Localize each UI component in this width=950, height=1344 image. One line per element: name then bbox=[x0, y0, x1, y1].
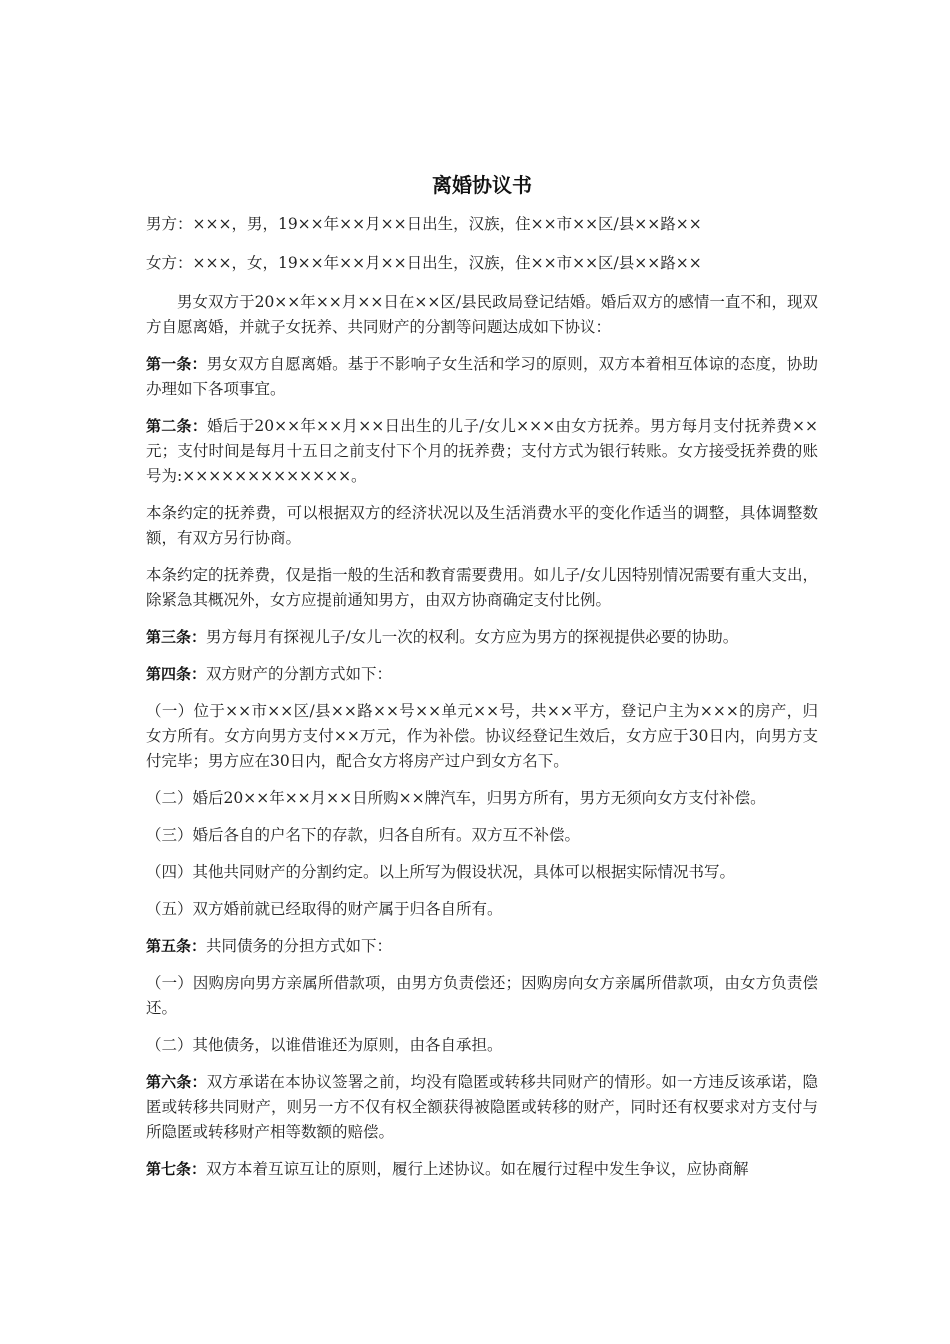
article-5-item-2: （二）其他债务，以谁借谁还为原则，由各自承担。 bbox=[146, 1036, 503, 1054]
intro-paragraph: 男女双方于20××年××月××日在××区/县民政局登记结婚。婚后双方的感情一直不和，现双方自愿离婚，并就子女抚养、共同财产的分割等问题达成如下协议： bbox=[146, 293, 818, 336]
party-male-line: 男方：×××，男，19××年××月××日出生，汉族，住××市××区/县××路×× bbox=[146, 215, 702, 233]
article-5-label: 第五条： bbox=[146, 937, 207, 955]
article-2-note-1: 本条约定的抚养费，可以根据双方的经济状况以及生活消费水平的变化作适当的调整，具体调整数额，有双方另行协商。 bbox=[146, 504, 818, 547]
party-female-line: 女方：×××，女，19××年××月××日出生，汉族，住××市××区/县××路×× bbox=[146, 254, 702, 272]
article-5 bbox=[146, 934, 818, 959]
article-7-label: 第七条： bbox=[146, 1160, 207, 1178]
article-3-text: 男方每月有探视儿子/女儿一次的权利。女方应为男方的探视提供必要的协助。 bbox=[206, 628, 739, 646]
article-7-text: 双方本着互谅互让的原则，履行上述协议。如在履行过程中发生争议，应协商解 bbox=[206, 1160, 749, 1178]
article-1 bbox=[146, 352, 818, 402]
document-page bbox=[146, 170, 818, 1194]
article-3-label: 第三条： bbox=[146, 628, 207, 646]
article-4-item-4: （四）其他共同财产的分割约定。以上所写为假设状况，具体可以根据实际情况书写。 bbox=[146, 863, 736, 881]
article-1-label: 第一条： bbox=[146, 355, 207, 373]
article-4-item-5: （五）双方婚前就已经取得的财产属于归各自所有。 bbox=[146, 900, 503, 918]
article-2-note-2: 本条约定的抚养费，仅是指一般的生活和教育需要费用。如儿子/女儿因特别情况需要有重大支出，除紧急其概况外，女方应提前通知男方，由双方协商确定支付比例。 bbox=[146, 566, 818, 609]
article-6-text: 双方承诺在本协议签署之前，均没有隐匿或转移共同财产的情形。如一方违反该承诺，隐匿或转移共同财产，则另一方不仅有权全额获得被隐匿或转移的财产，同时还有权要求对方支付与所隐匿或转移财产相等数额的赔偿。 bbox=[146, 1073, 818, 1141]
article-1-text: 男女双方自愿离婚。基于不影响子女生活和学习的原则，双方本着相互体谅的态度，协助办理如下各项事宜。 bbox=[146, 355, 818, 398]
article-3 bbox=[146, 625, 818, 650]
article-2-text: 婚后于20××年××月××日出生的儿子/女儿×××由女方抚养。男方每月支付抚养费××元；支付时间是每月十五日之前支付下个月的抚养费；支付方式为银行转账。女方接受抚养费的账号为:×××××××××××××。 bbox=[146, 417, 818, 485]
article-2 bbox=[146, 414, 818, 489]
article-2-label: 第二条： bbox=[146, 417, 208, 435]
document-title: 离婚协议书 bbox=[432, 173, 532, 197]
article-4-item-2: （二）婚后20××年××月××日所购××牌汽车，归男方所有，男方无须向女方支付补偿。 bbox=[146, 789, 766, 807]
article-4-item-3: （三）婚后各自的户名下的存款，归各自所有。双方互不补偿。 bbox=[146, 826, 581, 844]
article-6 bbox=[146, 1070, 818, 1145]
article-7 bbox=[146, 1157, 818, 1182]
article-4 bbox=[146, 662, 818, 687]
article-4-item-1: （一）位于××市××区/县××路××号××单元××号，共××平方，登记户主为×××的房产，归女方所有。女方向男方支付××万元，作为补偿。协议经登记生效后，女方应于30日内，向男方支付完毕；男方应在30日内，配合女方将房产过户到女方名下。 bbox=[146, 702, 818, 770]
article-4-label: 第四条： bbox=[146, 665, 207, 683]
article-5-text: 共同债务的分担方式如下： bbox=[206, 937, 393, 955]
article-4-text: 双方财产的分割方式如下： bbox=[206, 665, 393, 683]
article-5-item-1: （一）因购房向男方亲属所借款项，由男方负责偿还；因购房向女方亲属所借款项，由女方负责偿还。 bbox=[146, 974, 818, 1017]
article-6-label: 第六条： bbox=[146, 1073, 207, 1091]
